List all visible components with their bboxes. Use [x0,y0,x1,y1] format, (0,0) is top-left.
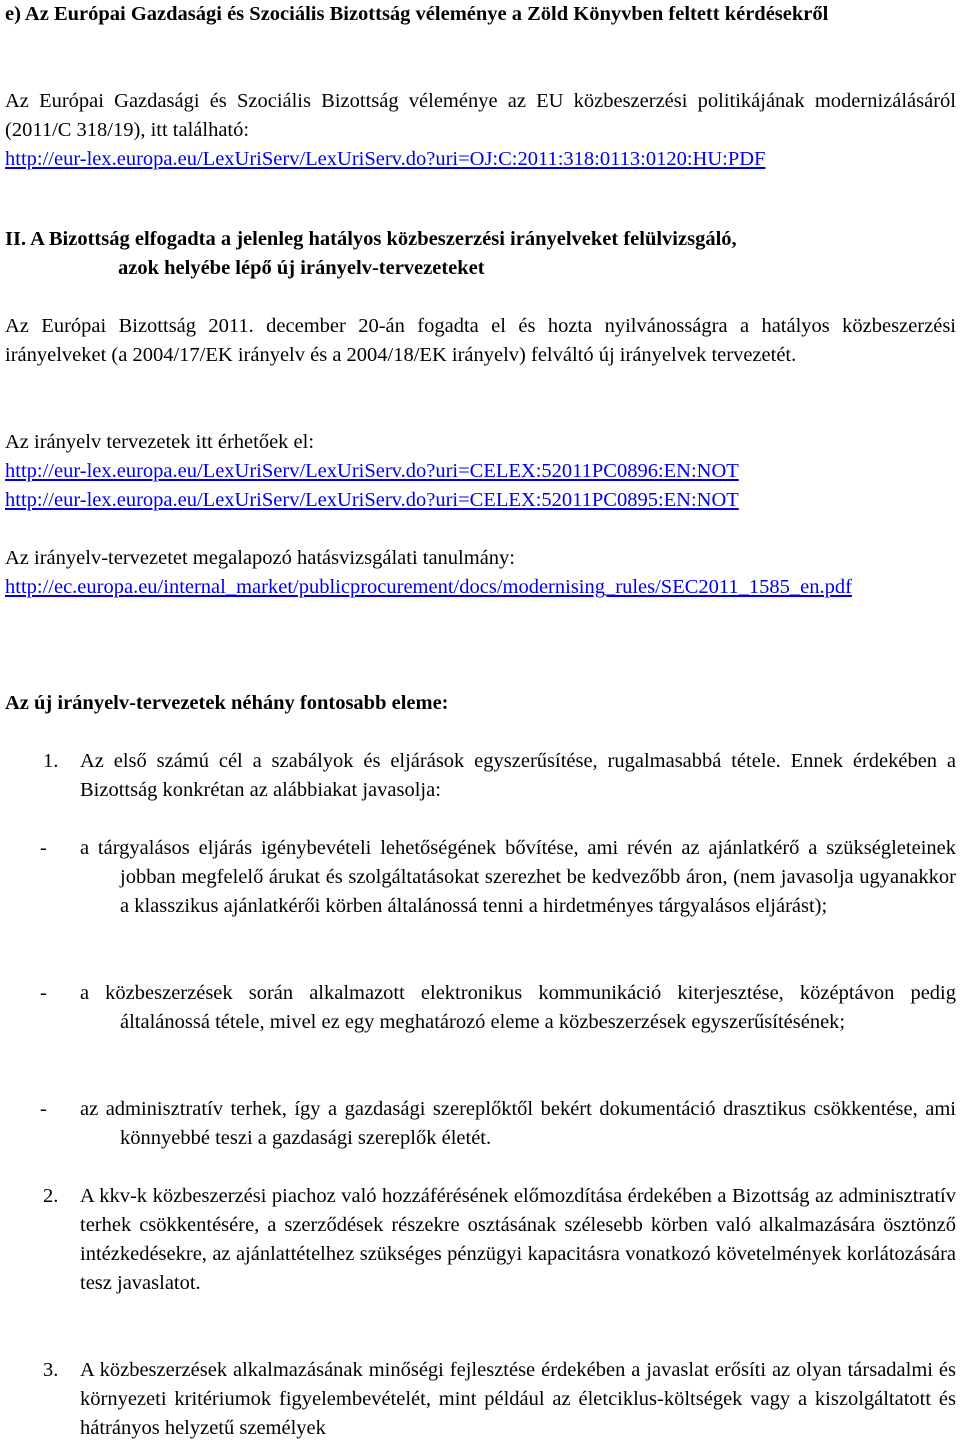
list-item-1-number: 1. [43,750,59,772]
section-ii-heading-line2: azok helyébe lépő új irányelv-tervezeteket [118,257,485,279]
draft-link-1-container [5,457,956,486]
impact-link-container [5,573,950,602]
impact-label: Az irányelv-tervezetet megalapozó hatásvizsgálati tanulmány: [5,547,515,569]
list-item-3 [5,1356,956,1443]
section-ii-heading [5,225,956,283]
draft-link-2-container [5,486,956,515]
list-item-2-text [5,1182,956,1298]
drafts-label: Az irányelv tervezetek itt érhetőek el: [5,431,315,453]
impact-assessment-link[interactable]: http://ec.europa.eu/internal_market/publicprocurement/docs/modernising_rules/SEC2011_1585_en.pdf [5,576,852,598]
bullet-1-text: a tárgyalásos eljárás igénybevételi lehetőségének bővítése, ami révén az ajánlatkérő a szükségleteinek jobban megfelelő árukat és szolgáltatásokat szerezhet be kedvezőbb áron, (nem javasolja ugyanakkor a klasszikus ajánlatkérői körben általánossá tenni a hirdetményes tárgyalásos eljárást); [80,837,956,917]
list-item-3-number: 3. [43,1359,59,1381]
bullet-2-dash: - [40,982,47,1004]
draft-link-2[interactable]: http://eur-lex.europa.eu/LexUriServ/LexUriServ.do?uri=CELEX:52011PC0895:EN:NOT [5,489,739,511]
list-item-3-text-content: A közbeszerzések alkalmazásának minőségi fejlesztése érdekében a javaslat erősíti az olyan társadalmi és környezeti kritériumok figyelembevételét, mint például az életciklus-költségek vagy a kiszolgáltatott és hátrányos helyzetű személyek [80,1359,956,1439]
elements-heading: Az új irányelv-tervezetek néhány fontosabb eleme: [5,692,449,714]
bullet-3-dash: - [40,1098,47,1120]
bullet-1-dash: - [40,837,47,859]
bullet-2-text: a közbeszerzések során alkalmazott elektronikus kommunikáció kiterjesztése, középtávon pedig általánossá tétele, mivel ez egy meghatározó eleme a közbeszerzések egyszerűsítésének; [80,982,956,1033]
section-e-link-container [5,145,956,174]
list-item-2-number: 2. [43,1185,59,1207]
section-e-intro: Az Európai Gazdasági és Szociális Bizottság véleménye az EU közbeszerzési politikájának modernizálásáról (2011/C 318/19), itt található: [5,90,956,141]
list-item-2-text-content: A kkv-k közbeszerzési piachoz való hozzáférésének előmozdítása érdekében a Bizottság az adminisztratív terhek csökkentésére, a szerződések részekre osztásának szélesebb körben való alkalmazására ösztönző intézkedésekre, az ajánlattételhez szükséges pénzügyi kapacitásra vonatkozó követelmények korlátozására tesz javaslatot. [80,1185,956,1294]
draft-link-1[interactable]: http://eur-lex.europa.eu/LexUriServ/LexUriServ.do?uri=CELEX:52011PC0896:EN:NOT [5,460,739,482]
list-item-1-text: Az első számú cél a szabályok és eljárások egyszerűsítése, rugalmasabbá tétele. Ennek érdekében a Bizottság konkrétan az alábbiakat javasolja: [80,750,956,801]
eesc-opinion-link[interactable]: http://eur-lex.europa.eu/LexUriServ/LexUriServ.do?uri=OJ:C:2011:318:0113:0120:HU:PDF [5,148,766,170]
section-ii-heading-line1: II. A Bizottság elfogadta a jelenleg hatályos közbeszerzési irányelveket felülvizsgáló, [5,228,737,250]
bullet-3-text: az adminisztratív terhek, így a gazdasági szereplőktől bekért dokumentáció drasztikus csökkentése, ami könnyebbé teszi a gazdasági szereplők életét. [80,1098,956,1149]
section-e-heading: e) Az Európai Gazdasági és Szociális Bizottság véleménye a Zöld Könyvben feltett kérdésekről [5,3,829,25]
list-item-3-text [5,1356,956,1443]
section-ii-paragraph: Az Európai Bizottság 2011. december 20-án fogadta el és hozta nyilvánosságra a hatályos közbeszerzési irányelveket (a 2004/17/EK irányelv és a 2004/18/EK irányelv) felváltó új irányelvek tervezetét. [5,315,956,366]
list-item-2 [5,1182,956,1298]
